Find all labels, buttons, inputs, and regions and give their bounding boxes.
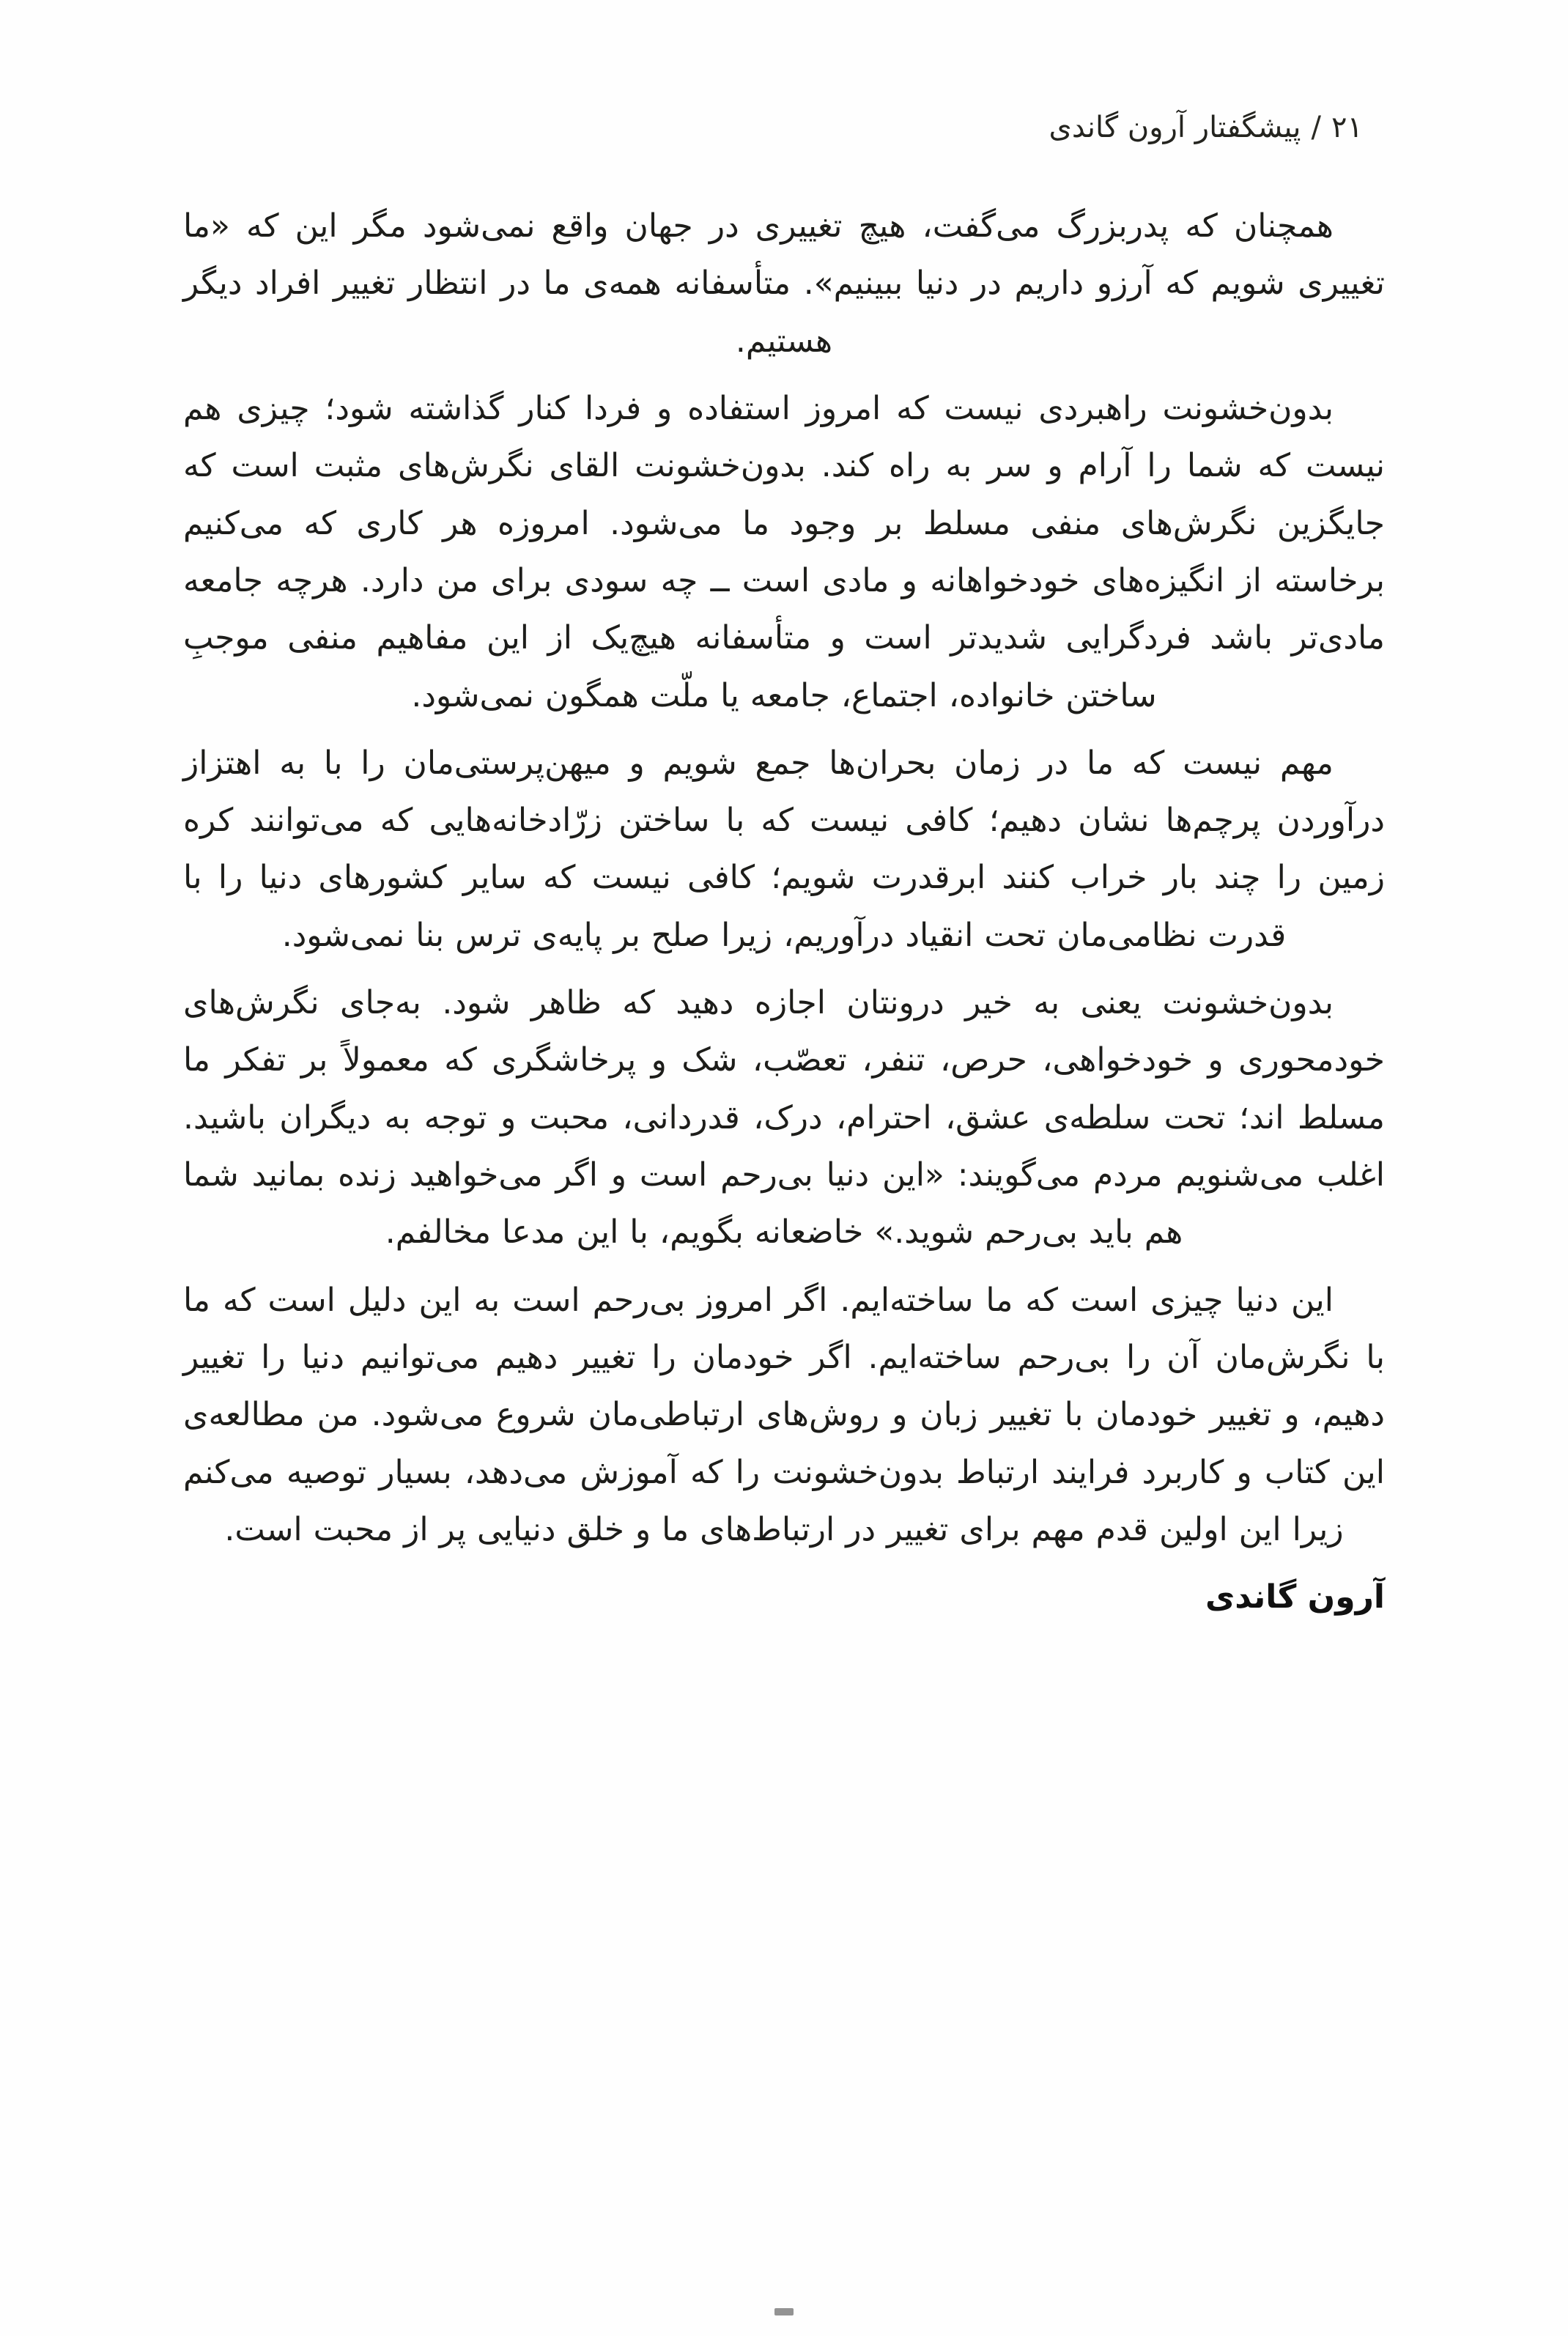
body-text — [183, 198, 1385, 1624]
paragraph: مهم نیست که ما در زمان بحران‌ها جمع شویم و میهن‌پرستی‌مان را با به اهتزاز درآوردن پرچم‌ها نشان دهیم؛ کافی نیست که با ساختن زرّادخانه‌هایی که می‌توانند کره زمین را چند بار خراب کنند ابرقدرت شویم؛ کافی نیست که سایر کشورهای دنیا را با قدرت نظامی‌مان تحت انقیاد درآوریم، زیرا صلح بر پایه‌ی ترس بنا نمی‌شود. — [183, 744, 1385, 954]
paragraph: این دنیا چیزی است که ما ساخته‌ایم. اگر امروز بی‌رحم است به این دلیل است که ما با نگرش‌مان آن را بی‌رحم ساخته‌ایم. اگر خودمان را تغییر دهیم می‌توانیم دنیا را تغییر دهیم، و تغییر خودمان با تغییر زبان و روش‌های ارتباطی‌مان شروع می‌شود. من مطالعه‌ی این کتاب و کاربرد فرایند ارتباط بدون‌خشونت را که آموزش می‌دهد، بسیار توصیه می‌کنم زیرا این اولین قدم مهم برای تغییر در ارتباط‌های ما و خلق دنیایی پر از محبت است. — [183, 1281, 1385, 1548]
running-head — [183, 110, 1385, 145]
page-content-area — [183, 110, 1385, 1624]
paragraph: بدون‌خشونت یعنی به خیر درونتان اجازه دهید که ظاهر شود. به‌جای نگرش‌های خودمحوری و خودخواهی، حرص، تنفر، تعصّب، شک و پرخاشگری که معمولاً بر تفکر ما مسلط اند؛ تحت سلطه‌ی عشق، احترام، درک، قدردانی، محبت و توجه به دیگران باشید. اغلب می‌شنویم مردم می‌گویند: «این دنیا بی‌رحم است و اگر می‌خواهید زنده بمانید شما هم باید بی‌رحم شوید.» خاضعانه بگویم، با این مدعا مخالفم. — [183, 984, 1385, 1252]
footer-mark — [774, 2308, 794, 2315]
running-head-separator: / — [1311, 111, 1322, 144]
running-head-title: پیشگفتار آرون گاندی — [1049, 111, 1301, 144]
paragraph: بدون‌خشونت راهبردی نیست که امروز استفاده و فردا کنار گذاشته شود؛ چیزی هم نیست که شما را آرام و سر به راه کند. بدون‌خشونت القای نگرش‌های مثبت است که جایگزین نگرش‌های منفی مسلط بر وجود ما می‌شود. امروزه هر کاری که می‌کنیم برخاسته از انگیزه‌های خودخواهانه و مادی است ــ چه سودی برای من دارد. هرچه جامعه مادی‌تر باشد فردگرایی شدیدتر است و متأسفانه هیچ‌یک از این مفاهیم منفی موجبِ ساختن خانواده، اجتماع، جامعه یا ملّت همگون نمی‌شود. — [183, 389, 1385, 714]
author-signature: آرون گاندی — [1205, 1578, 1385, 1616]
page-number: ۲۱ — [1331, 111, 1363, 144]
paragraph: همچنان که پدربزرگ می‌گفت، هیچ تغییری در جهان واقع نمی‌شود مگر این که «ما تغییری شویم که آرزو داریم در دنیا ببینیم». متأسفانه همه‌ی ما در انتظار تغییر افراد دیگر هستیم. — [183, 207, 1385, 360]
